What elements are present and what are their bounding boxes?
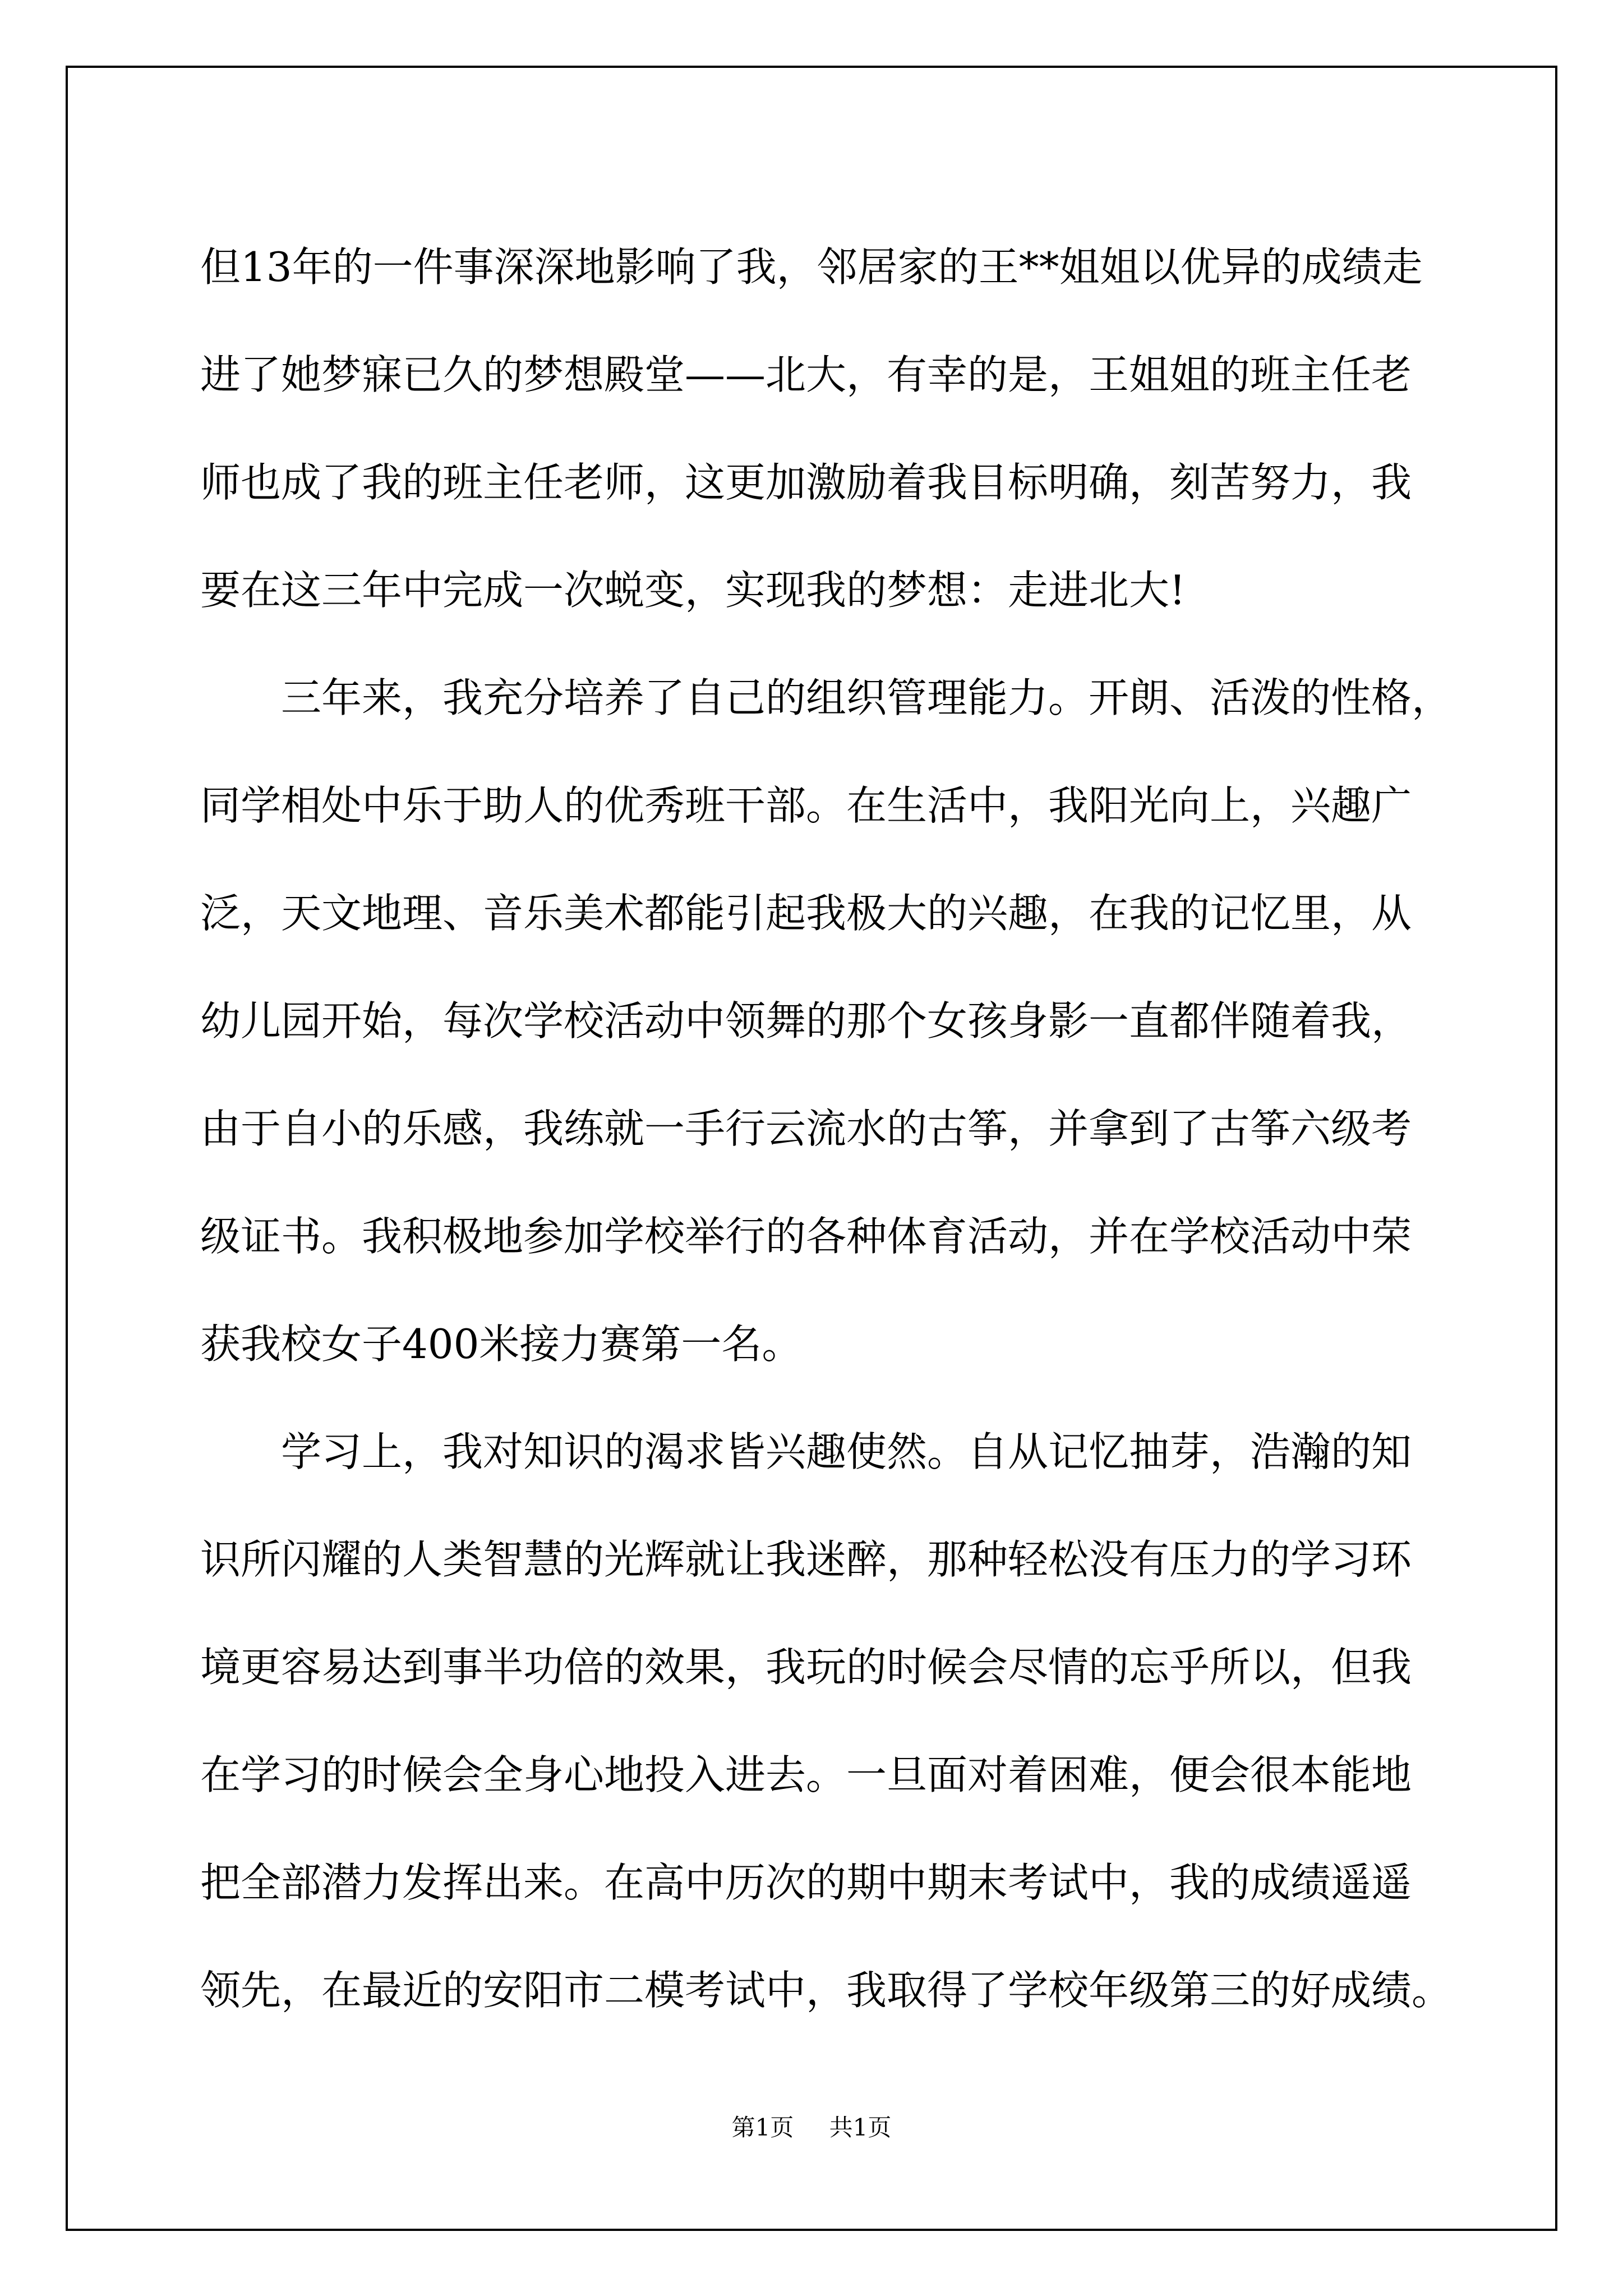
- text-line: 获我校女子400米接力赛第一名。: [200, 1320, 803, 1368]
- text-line: 泛，天文地理、音乐美术都能引起我极大的兴趣，在我的记忆里，从: [200, 890, 1412, 937]
- text-line: 进了她梦寐已久的梦想殿堂——北大，有幸的是，王姐姐的班主任老: [200, 351, 1412, 398]
- text-line: 识所闪耀的人类智慧的光辉就让我迷醉，那种轻松没有压力的学习环: [200, 1536, 1412, 1583]
- text-line: 要在这三年中完成一次蜕变，实现我的梦想：走进北大!: [200, 567, 1186, 614]
- text-line: 同学相处中乐于助人的优秀班干部。在生活中，我阳光向上，兴趣广: [200, 782, 1412, 829]
- text-line: 领先，在最近的安阳市二模考试中，我取得了学校年级第三的好成绩。: [200, 1967, 1453, 2014]
- page-footer: [0, 2109, 1623, 2143]
- text-line: 把全部潜力发挥出来。在高中历次的期中期末考试中，我的成绩遥遥: [200, 1859, 1412, 1906]
- text-line: 在学习的时候会全身心地投入进去。一旦面对着困难，便会很本能地: [200, 1751, 1412, 1798]
- document-body: [200, 213, 1453, 2044]
- text-line: 由于自小的乐感，我练就一手行云流水的古筝，并拿到了古筝六级考: [200, 1105, 1412, 1152]
- page-total: 共1页: [829, 2114, 892, 2141]
- text-line: 师也成了我的班主任老师，这更加激励着我目标明确，刻苦努力，我: [200, 459, 1412, 506]
- paragraph-start-line: 学习上，我对知识的渴求皆兴趣使然。自从记忆抽芽，浩瀚的知: [281, 1428, 1412, 1475]
- text-line: 幼儿园开始，每次学校活动中领舞的那个女孩身影一直都伴随着我，: [200, 997, 1412, 1045]
- text-line: 级证书。我积极地参加学校举行的各种体育活动，并在学校活动中荣: [200, 1213, 1412, 1260]
- page-number: 第1页: [731, 2114, 794, 2141]
- text-line: 境更容易达到事半功倍的效果，我玩的时候会尽情的忘乎所以，但我: [200, 1644, 1412, 1691]
- paragraph-start-line: 三年来，我充分培养了自己的组织管理能力。开朗、活泼的性格，: [281, 674, 1453, 721]
- text-line: 但13年的一件事深深地影响了我，邻居家的王**姐姐以优异的成绩走: [200, 243, 1423, 291]
